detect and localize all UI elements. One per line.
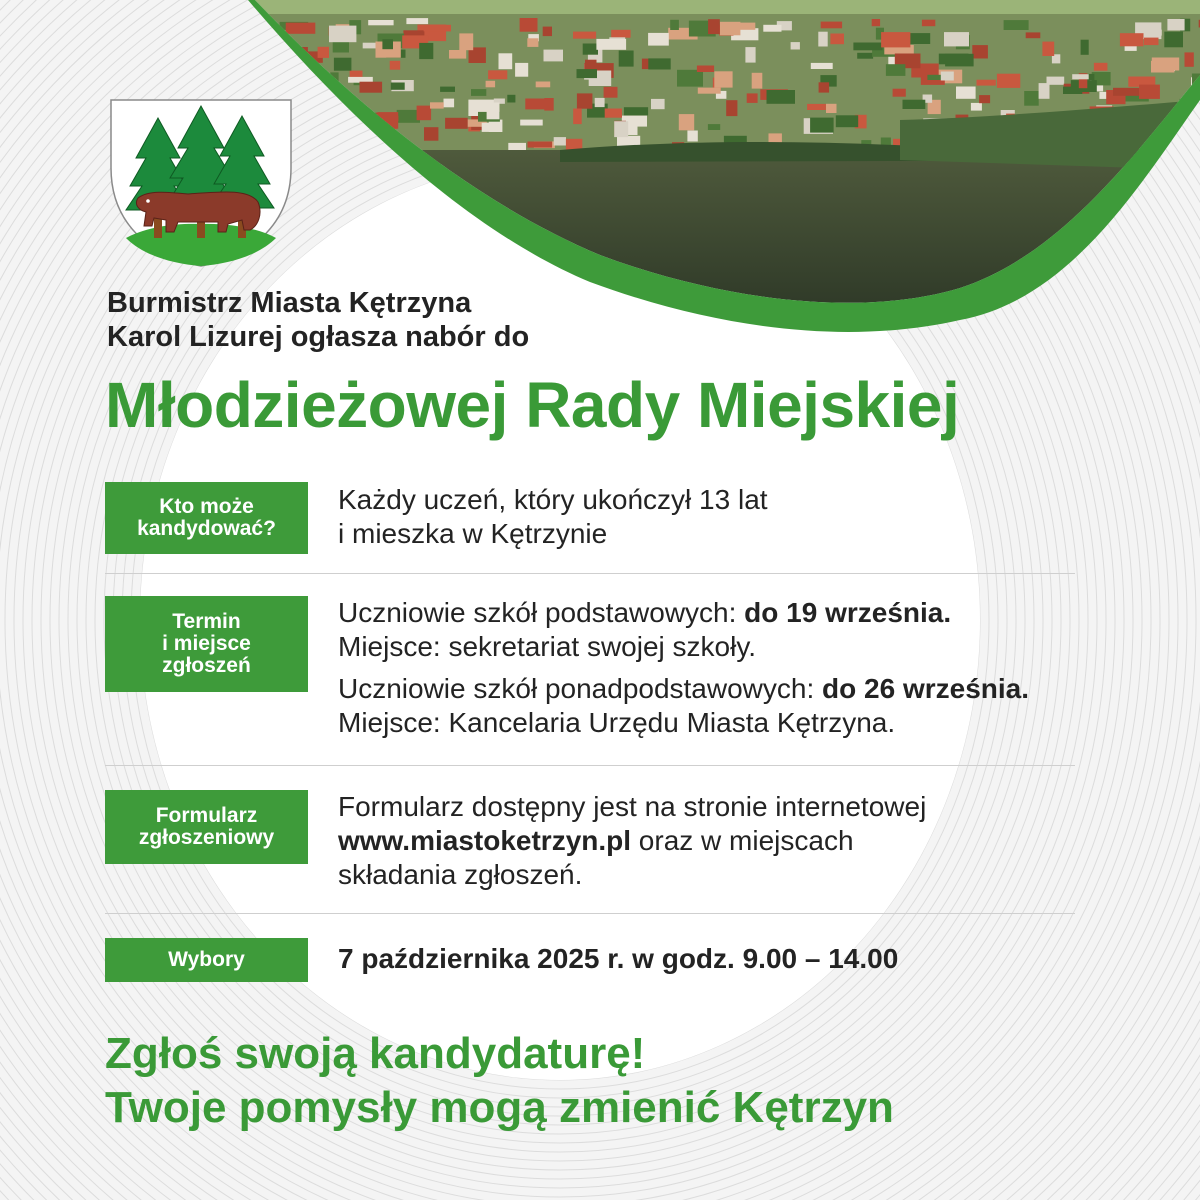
photo-rooftop: [821, 22, 842, 29]
cta-line-2: Twoje pomysły mogą zmienić Kętrzyn: [105, 1083, 894, 1132]
section-elections: [105, 938, 1075, 982]
photo-rooftop: [471, 89, 486, 96]
photo-rooftop: [329, 26, 356, 43]
photo-rooftop: [708, 124, 720, 130]
photo-rooftop: [1042, 42, 1054, 56]
photo-rooftop: [286, 23, 316, 34]
text-fragment: oraz w miejscach: [631, 825, 854, 856]
photo-rooftop: [383, 116, 399, 121]
photo-rooftop: [708, 19, 720, 34]
photo-rooftop: [767, 90, 796, 104]
photo-rooftop: [819, 82, 830, 92]
photo-rooftop: [430, 102, 444, 108]
photo-rooftop: [573, 109, 582, 125]
photo-rooftop: [881, 138, 891, 146]
photo-rooftop: [1072, 74, 1089, 79]
photo-rooftop: [624, 107, 648, 115]
text-line: Każdy uczeń, który ukończył 13 lat: [338, 484, 768, 515]
photo-rooftop: [363, 43, 378, 49]
photo-rooftop: [1094, 63, 1108, 71]
photo-rooftop: [752, 73, 763, 89]
photo-rooftop: [294, 118, 313, 126]
election-date: 7 października 2025 r. w godz. 9.00 – 14.00: [338, 943, 899, 974]
photo-rooftop: [577, 69, 598, 78]
photo-rooftop: [826, 104, 837, 113]
photo-rooftop: [830, 34, 844, 45]
photo-rooftop: [1024, 91, 1039, 106]
photo-rooftop: [278, 83, 296, 95]
photo-rooftop: [520, 120, 543, 126]
photo-rooftop: [836, 115, 858, 127]
text-line: [338, 672, 1029, 706]
photo-rooftop: [677, 70, 703, 87]
divider: [105, 913, 1075, 914]
photo-rooftop: [651, 99, 665, 109]
photo-rooftop: [252, 59, 267, 74]
photo-rooftop: [872, 19, 880, 26]
text-fragment: Uczniowie szkół podstawowych:: [338, 597, 745, 628]
photo-rooftop: [499, 53, 513, 69]
photo-rooftop: [264, 35, 279, 46]
photo-rooftop: [886, 64, 906, 76]
intro-line-1: Burmistrz Miasta Kętrzyna: [107, 287, 472, 319]
photo-rooftop: [390, 61, 401, 70]
coat-of-arms-bear-trees-icon: [108, 98, 294, 268]
photo-rooftop: [257, 65, 278, 75]
photo-rooftop: [807, 104, 826, 110]
section-label-who: [105, 482, 308, 554]
photo-rooftop: [525, 99, 545, 110]
photo-rooftop: [508, 143, 526, 150]
photo-rooftop: [604, 87, 618, 98]
photo-rooftop: [648, 58, 670, 69]
call-to-action: [105, 1027, 894, 1135]
text-line: [338, 596, 1029, 630]
photo-rooftop: [440, 87, 455, 92]
photo-rooftop: [1081, 40, 1089, 55]
photo-rooftop: [726, 100, 737, 116]
photo-rooftop: [382, 39, 393, 49]
photo-rooftop: [318, 47, 329, 58]
photo-rooftop: [554, 137, 566, 145]
photo-rooftop: [977, 80, 996, 86]
photo-rooftop: [1188, 115, 1200, 128]
section-text-elections: [338, 942, 898, 976]
photo-rooftop: [818, 32, 827, 47]
photo-rooftop: [544, 98, 553, 111]
photo-rooftop: [419, 43, 433, 59]
photo-rooftop: [1139, 85, 1160, 99]
photo-rooftop: [507, 95, 515, 103]
photo-rooftop: [605, 109, 622, 118]
photo-rooftop: [449, 50, 466, 59]
photo-rooftop: [997, 74, 1020, 88]
section-form: [105, 790, 1075, 900]
divider: [105, 573, 1075, 574]
label-line: Wybory: [168, 948, 245, 971]
photo-rooftop: [424, 127, 438, 141]
photo-rooftop: [1151, 61, 1174, 73]
label-line: kandydować?: [137, 517, 276, 540]
photo-rooftop: [697, 66, 714, 73]
photo-rooftop: [397, 110, 420, 123]
photo-rooftop: [853, 43, 882, 51]
photo-rooftop: [543, 27, 552, 36]
section-label-form: [105, 790, 308, 864]
section-text-deadline: [338, 596, 1029, 740]
photo-rooftop: [308, 114, 326, 126]
deadline-primary: do 19 września.: [744, 597, 952, 628]
label-line: Formularz: [155, 804, 258, 827]
text-line: i mieszka w Kętrzynie: [338, 518, 608, 549]
label-line: zgłoszeń: [162, 654, 251, 677]
photo-rooftop: [515, 63, 528, 77]
photo-rooftop: [486, 81, 496, 88]
photo-rooftop: [791, 42, 800, 49]
photo-rooftop: [893, 89, 906, 97]
photo-rooftop: [881, 32, 910, 47]
photo-rooftop: [941, 72, 954, 81]
photo-rooftop: [527, 38, 538, 47]
text-fragment: Uczniowie szkół ponadpodstawowych:: [338, 673, 823, 704]
section-text-form: [338, 790, 926, 892]
photo-rooftop: [520, 18, 538, 32]
section-text-who: [338, 483, 768, 551]
photo-rooftop: [1164, 32, 1183, 48]
section-label-deadline: [105, 596, 308, 692]
photo-rooftop: [577, 93, 593, 108]
photo-rooftop: [1039, 83, 1050, 99]
photo-rooftop: [528, 142, 553, 148]
label-line: zgłoszeniowy: [138, 826, 275, 849]
photo-rooftop: [698, 88, 721, 94]
photo-rooftop: [927, 75, 941, 80]
photo-rooftop: [747, 93, 758, 103]
photo-rooftop: [614, 121, 628, 137]
text-line: Miejsce: sekretariat swojej szkoły.: [338, 631, 757, 662]
photo-rooftop: [1120, 33, 1144, 46]
photo-rooftop: [670, 20, 679, 30]
photo-rooftop: [944, 32, 969, 46]
section-who: [105, 482, 1075, 554]
photo-rooftop: [334, 58, 352, 71]
photo-rooftop: [544, 50, 564, 62]
photo-rooftop: [595, 98, 605, 107]
photo-rooftop: [360, 82, 383, 93]
photo-rooftop: [445, 118, 468, 129]
photo-rooftop: [444, 99, 455, 108]
intro-text: [107, 286, 529, 354]
photo-rooftop: [573, 32, 596, 39]
text-line: Miejsce: Kancelaria Urzędu Miasta Kętrzyna.: [338, 707, 896, 738]
divider: [105, 765, 1075, 766]
text-line: składania zgłoszeń.: [338, 859, 583, 890]
photo-rooftop: [810, 118, 834, 133]
photo-rooftop: [459, 33, 473, 50]
photo-rooftop: [714, 71, 732, 87]
photo-rooftop: [1004, 20, 1029, 30]
photo-rooftop: [1170, 139, 1197, 153]
photo-rooftop: [391, 83, 405, 90]
photo-rooftop: [1026, 32, 1041, 38]
photo-rooftop: [1144, 38, 1159, 46]
page-title: Młodzieżowej Rady Miejskiej: [105, 369, 960, 441]
photo-rooftop: [939, 54, 969, 65]
photo-rooftop: [720, 22, 740, 36]
photo-rooftop: [596, 39, 626, 50]
photo-rooftop: [739, 23, 756, 30]
photo-rooftop: [536, 82, 551, 88]
intro-line-2: Karol Lizurej ogłasza nabór do: [107, 321, 530, 353]
photo-rooftop: [417, 106, 432, 121]
photo-rooftop: [979, 95, 990, 103]
section-deadline: [105, 596, 1075, 746]
photo-rooftop: [611, 30, 630, 38]
photo-rooftop: [687, 131, 697, 142]
photo-rooftop: [406, 18, 428, 24]
photo-rooftop: [679, 114, 694, 130]
photo-rooftop: [745, 47, 755, 63]
photo-rooftop: [424, 25, 451, 32]
photo-rooftop: [648, 33, 669, 46]
photo-rooftop: [972, 45, 988, 58]
text-line: [338, 824, 926, 858]
label-line: i miejsce: [162, 632, 251, 655]
cta-line-1: Zgłoś swoją kandydaturę!: [105, 1029, 646, 1078]
deadline-secondary: do 26 września.: [822, 673, 1029, 704]
photo-rooftop: [971, 103, 982, 111]
photo-rooftop: [857, 53, 873, 59]
section-label-elections: [105, 938, 308, 982]
photo-rooftop: [619, 51, 634, 67]
website-link[interactable]: www.miastoketrzyn.pl: [338, 825, 632, 856]
photo-rooftop: [368, 20, 393, 25]
label-line: Termin: [172, 610, 241, 633]
photo-rooftop: [1113, 88, 1140, 96]
photo-rooftop: [487, 103, 500, 120]
photo-rooftop: [583, 44, 598, 55]
photo-rooftop: [922, 20, 935, 27]
photo-rooftop: [903, 100, 926, 109]
text-line: Formularz dostępny jest na stronie internetowej: [338, 791, 927, 822]
photo-rooftop: [482, 123, 493, 132]
photo-rooftop: [1185, 52, 1194, 66]
label-line: Kto może: [159, 495, 254, 518]
photo-rooftop: [811, 63, 833, 69]
photo-rooftop: [1167, 19, 1184, 31]
photo-rooftop: [488, 70, 507, 79]
photo-rooftop: [763, 25, 781, 32]
photo-rooftop: [956, 87, 976, 99]
photo-rooftop: [253, 80, 269, 92]
